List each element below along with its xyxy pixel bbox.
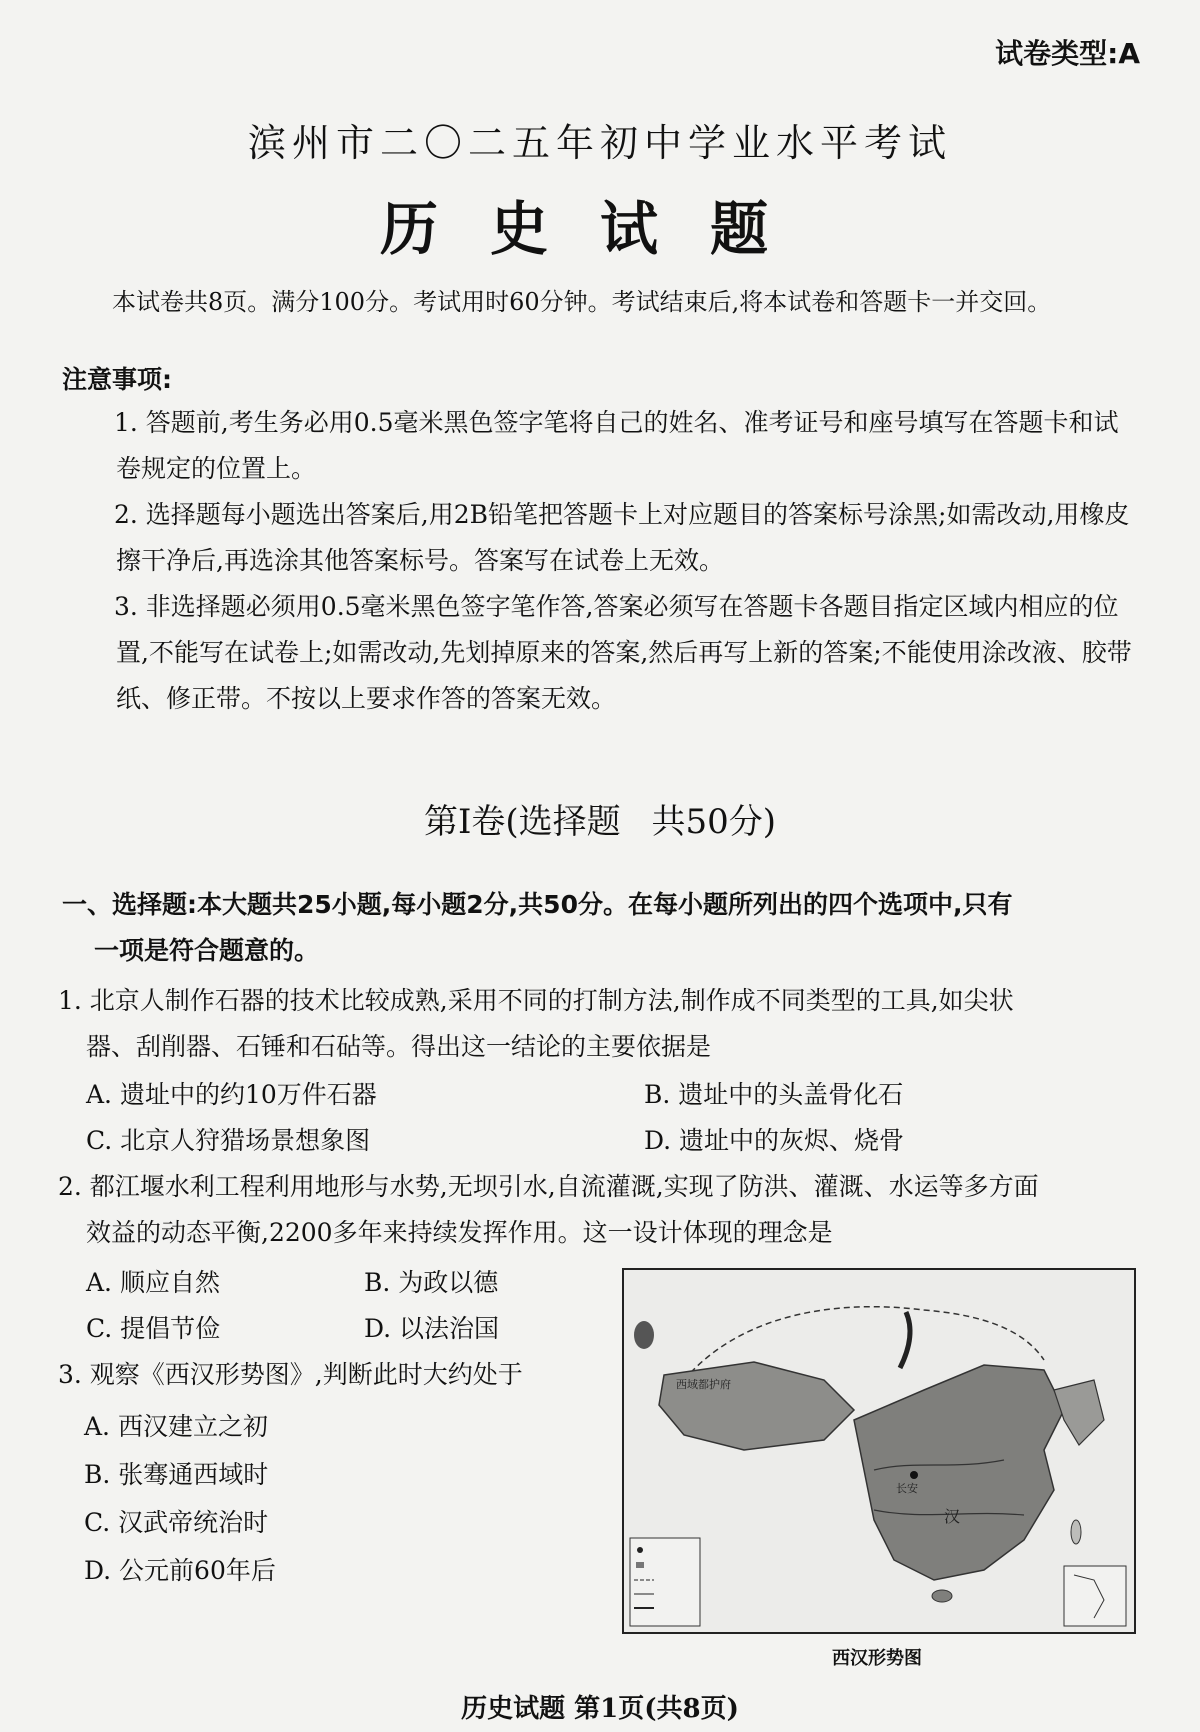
question-1-option-b: B. 遗址中的头盖骨化石 [644,1080,904,1109]
paper-type-label: 试卷类型:A [995,37,1140,70]
part-heading [62,882,1142,974]
map-label-han: 汉 [944,1507,961,1526]
map-legend-mark [636,1562,644,1568]
question-3-option-a: A. 西汉建立之初 [84,1412,268,1441]
exam-title: 滨州市二〇二五年初中学业水平考试 [247,121,952,165]
notice-item: 1. 答题前,考生务必用0.5毫米黑色签字笔将自己的姓名、准考证号和座号填写在答题卡和试卷规定的位置上。 [114,408,1119,483]
question-1-stem [58,978,1138,1070]
map-island [932,1590,952,1602]
exam-intro: 本试卷共8页。满分100分。考试用时60分钟。考试结束后,将本试卷和答题卡一并交回。 [112,288,1052,316]
question-2-option-b: B. 为政以德 [364,1268,499,1297]
question-3-option-d: D. 公元前60年后 [84,1556,276,1585]
western-han-map [622,1268,1136,1634]
map-label-changan: 长安 [896,1482,918,1495]
question-2-stem-line2: 效益的动态平衡,2200多年来持续发挥作用。这一设计体现的理念是 [86,1218,833,1247]
question-2-option-a: A. 顺应自然 [86,1268,220,1297]
page-footer: 历史试题 第1页(共8页) [461,1694,739,1724]
question-1-stem-line1: 1. 北京人制作石器的技术比较成熟,采用不同的打制方法,制作成不同类型的工具,如尖状 [58,986,1014,1015]
question-1-option-d: D. 遗址中的灰烬、烧骨 [644,1126,905,1155]
notice-heading: 注意事项: [62,365,172,394]
map-drawing [624,1270,1134,1632]
map-capital-marker [910,1471,918,1479]
question-1-option-a: A. 遗址中的约10万件石器 [86,1080,377,1109]
subject-title: 历史试题 [379,195,820,263]
notice-item: 3. 非选择题必须用0.5毫米黑色签字笔作答,答案必须写在答题卡各题目指定区域内相应的位置,不能写在试卷上;如需改动,先划掉原来的答案,然后再写上新的答案;不能使用涂改液、胶带纸、修正带。不按以上要求作答的答案无效。 [114,592,1132,713]
map-island [1071,1520,1081,1544]
question-2-stem-line1: 2. 都江堰水利工程利用地形与水势,无坝引水,自流灌溉,实现了防洪、灌溉、水运等多方面 [58,1172,1039,1201]
question-3-stem: 3. 观察《西汉形势图》,判断此时大约处于 [58,1360,523,1389]
map-lake [634,1321,654,1349]
question-1-stem-line2: 器、刮削器、石锤和石砧等。得出这一结论的主要依据是 [86,1032,712,1061]
section-title: 第Ⅰ卷(选择题 共50分) [423,802,777,842]
question-2-stem [58,1164,1138,1256]
question-1-option-c: C. 北京人狩猎场景想象图 [86,1126,371,1155]
question-3-option-b: B. 张骞通西域时 [84,1460,269,1489]
map-caption: 西汉形势图 [832,1648,922,1669]
notice-list [116,400,1141,722]
question-2-option-c: C. 提倡节俭 [86,1314,221,1343]
map-label-western-regions: 西域都护府 [676,1378,731,1391]
notice-item: 2. 选择题每小题选出答案后,用2B铅笔把答题卡上对应题目的答案标号涂黑;如需改动,用橡皮擦干净后,再选涂其他答案标号。答案写在试卷上无效。 [114,500,1130,575]
part-heading-line1: 一、选择题:本大题共25小题,每小题2分,共50分。在每小题所列出的四个选项中,只有 [62,890,1013,919]
question-2-option-d: D. 以法治国 [364,1314,500,1343]
map-legend-mark [637,1547,643,1553]
question-3-option-c: C. 汉武帝统治时 [84,1508,269,1537]
part-heading-line2: 一项是符合题意的。 [94,936,320,965]
